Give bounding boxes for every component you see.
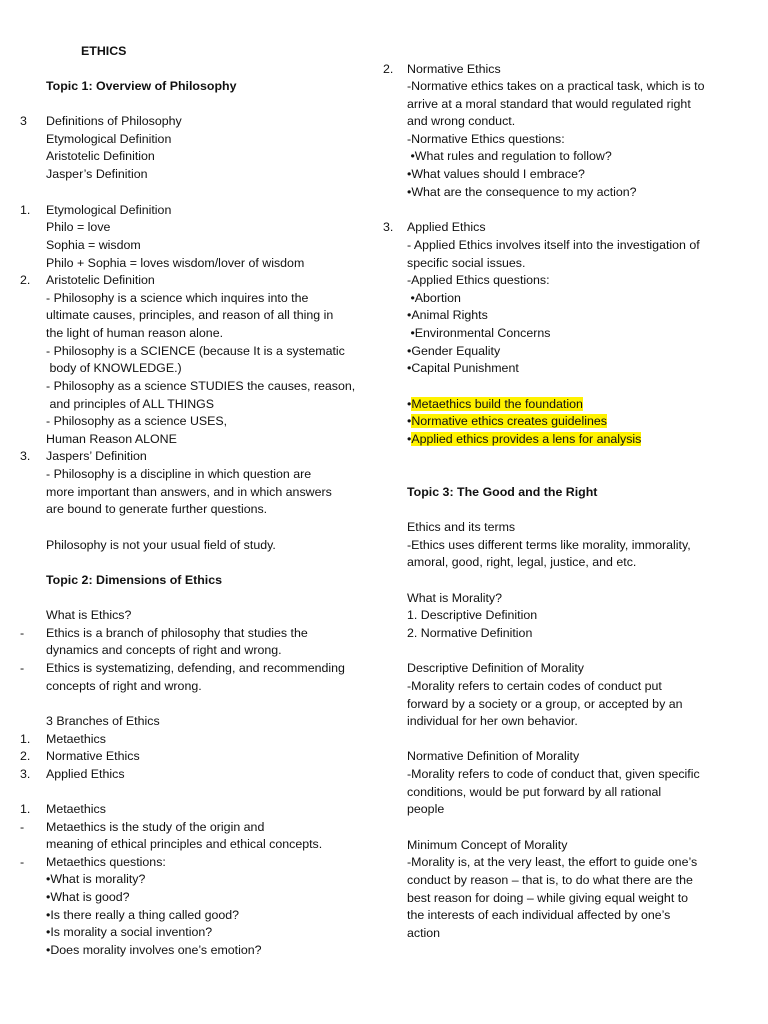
line-text: best reason for doing – while giving equal weight to xyxy=(407,891,689,905)
list-marker: 3. xyxy=(20,767,31,781)
list-marker: 2. xyxy=(20,749,31,763)
highlighted-line xyxy=(407,396,583,414)
list-marker: 2. xyxy=(20,273,31,287)
line-text: - Applied Ethics involves itself into the investigation of xyxy=(407,238,700,252)
line-text: conditions, would be put forward by all rational xyxy=(407,785,662,799)
line-text: Metaethics xyxy=(46,732,106,746)
line-text: and principles of ALL THINGS xyxy=(46,397,215,411)
line-text: What is Morality? xyxy=(407,591,503,605)
line-text: - Philosophy is a discipline in which question are xyxy=(46,467,312,481)
line-text: •What are the consequence to my action? xyxy=(407,185,637,199)
line-text: -Morality refers to code of conduct that, given specific xyxy=(407,767,700,781)
line-text: - Philosophy is a science which inquires into the xyxy=(46,291,309,305)
line-text: the light of human reason alone. xyxy=(46,326,224,340)
line-text: Philosophy is not your usual field of study. xyxy=(46,538,276,552)
line-text: Philo + Sophia = loves wisdom/lover of wisdom xyxy=(46,256,305,270)
line-text: amoral, good, right, legal, justice, and etc. xyxy=(407,555,637,569)
section-heading: Topic 1: Overview of Philosophy xyxy=(46,79,237,93)
line-text: - Philosophy as a science USES, xyxy=(46,414,228,428)
highlighted-text: Metaethics build the foundation xyxy=(411,397,583,411)
line-text: concepts of right and wrong. xyxy=(46,679,202,693)
list-marker: - xyxy=(20,820,25,834)
line-text: -Normative ethics takes on a practical task, which is to xyxy=(407,79,705,93)
line-text: •Does morality involves one’s emotion? xyxy=(46,943,262,957)
line-text: Descriptive Definition of Morality xyxy=(407,661,584,675)
bullet: • xyxy=(407,414,412,428)
section-heading: ETHICS xyxy=(81,44,127,58)
line-text: Ethics is systematizing, defending, and recommending xyxy=(46,661,345,675)
list-marker: 3. xyxy=(383,220,394,234)
bullet: • xyxy=(407,397,412,411)
line-text: •Environmental Concerns xyxy=(407,326,551,340)
line-text: •Animal Rights xyxy=(407,308,488,322)
line-text: 2. Normative Definition xyxy=(407,626,533,640)
line-text: Metaethics questions: xyxy=(46,855,166,869)
line-text: - Philosophy is a SCIENCE (because It is a systematic xyxy=(46,344,345,358)
line-text: Definitions of Philosophy xyxy=(46,114,182,128)
highlighted-text: Normative ethics creates guidelines xyxy=(411,414,607,428)
line-text: Sophia = wisdom xyxy=(46,238,141,252)
list-marker: 1. xyxy=(20,802,31,816)
line-text: What is Ethics? xyxy=(46,608,132,622)
line-text: Aristotelic Definition xyxy=(46,273,155,287)
section-heading: Topic 3: The Good and the Right xyxy=(407,485,598,499)
line-text: body of KNOWLEDGE.) xyxy=(46,361,182,375)
list-marker: 1. xyxy=(20,732,31,746)
line-text: the interests of each individual affected by one’s xyxy=(407,908,671,922)
highlighted-text: Applied ethics provides a lens for analysis xyxy=(411,432,642,446)
line-text: meaning of ethical principles and ethical concepts. xyxy=(46,837,323,851)
line-text: •Abortion xyxy=(407,291,461,305)
line-text: Normative Ethics xyxy=(46,749,140,763)
line-text: Minimum Concept of Morality xyxy=(407,838,568,852)
line-text: -Morality refers to certain codes of conduct put xyxy=(407,679,662,693)
line-text: are bound to generate further questions. xyxy=(46,502,268,516)
line-text: Ethics and its terms xyxy=(407,520,516,534)
line-text: Ethics is a branch of philosophy that studies the xyxy=(46,626,308,640)
line-text: -Ethics uses different terms like morality, immorality, xyxy=(407,538,691,552)
line-text: •Gender Equality xyxy=(407,344,501,358)
line-text: Metaethics xyxy=(46,802,106,816)
line-text: Human Reason ALONE xyxy=(46,432,177,446)
line-text: individual for her own behavior. xyxy=(407,714,578,728)
line-text: •Is morality a social invention? xyxy=(46,925,213,939)
line-text: arrive at a moral standard that would regulated right xyxy=(407,97,691,111)
line-text: - Philosophy as a science STUDIES the causes, reason, xyxy=(46,379,356,393)
line-text: forward by a society or a group, or accepted by an xyxy=(407,697,683,711)
list-marker: 3 xyxy=(20,114,27,128)
line-text: -Morality is, at the very least, the effort to guide one’s xyxy=(407,855,698,869)
line-text: ultimate causes, principles, and reason of all thing in xyxy=(46,308,334,322)
line-text: Etymological Definition xyxy=(46,203,172,217)
highlighted-line xyxy=(407,413,607,431)
section-heading: Topic 2: Dimensions of Ethics xyxy=(46,573,223,587)
list-marker: 1. xyxy=(20,203,31,217)
list-marker: - xyxy=(20,855,25,869)
list-marker: - xyxy=(20,661,25,675)
line-text: action xyxy=(407,926,441,940)
line-text: Philo = love xyxy=(46,220,111,234)
line-text: •What rules and regulation to follow? xyxy=(407,149,612,163)
list-marker: 2. xyxy=(383,62,394,76)
line-text: Normative Definition of Morality xyxy=(407,749,580,763)
line-text: Applied Ethics xyxy=(46,767,125,781)
line-text: •Capital Punishment xyxy=(407,361,519,375)
line-text: Normative Ethics xyxy=(407,62,501,76)
line-text: 3 Branches of Ethics xyxy=(46,714,160,728)
line-text: Applied Ethics xyxy=(407,220,486,234)
line-text: dynamics and concepts of right and wrong. xyxy=(46,643,282,657)
line-text: Aristotelic Definition xyxy=(46,149,155,163)
line-text: and wrong conduct. xyxy=(407,114,516,128)
line-text: •What is good? xyxy=(46,890,130,904)
bullet: • xyxy=(407,432,412,446)
line-text: people xyxy=(407,802,445,816)
line-text: specific social issues. xyxy=(407,256,526,270)
line-text: 1. Descriptive Definition xyxy=(407,608,538,622)
list-marker: - xyxy=(20,626,25,640)
line-text: Jasper’s Definition xyxy=(46,167,148,181)
line-text: -Normative Ethics questions: xyxy=(407,132,565,146)
line-text: -Applied Ethics questions: xyxy=(407,273,550,287)
list-marker: 3. xyxy=(20,449,31,463)
line-text: •What values should I embrace? xyxy=(407,167,585,181)
line-text: Jaspers’ Definition xyxy=(46,449,147,463)
highlighted-line xyxy=(407,431,641,449)
line-text: •What is morality? xyxy=(46,872,146,886)
line-text: conduct by reason – that is, to do what there are the xyxy=(407,873,693,887)
line-text: Metaethics is the study of the origin and xyxy=(46,820,265,834)
line-text: Etymological Definition xyxy=(46,132,172,146)
line-text: •Is there really a thing called good? xyxy=(46,908,240,922)
line-text: more important than answers, and in which answers xyxy=(46,485,332,499)
